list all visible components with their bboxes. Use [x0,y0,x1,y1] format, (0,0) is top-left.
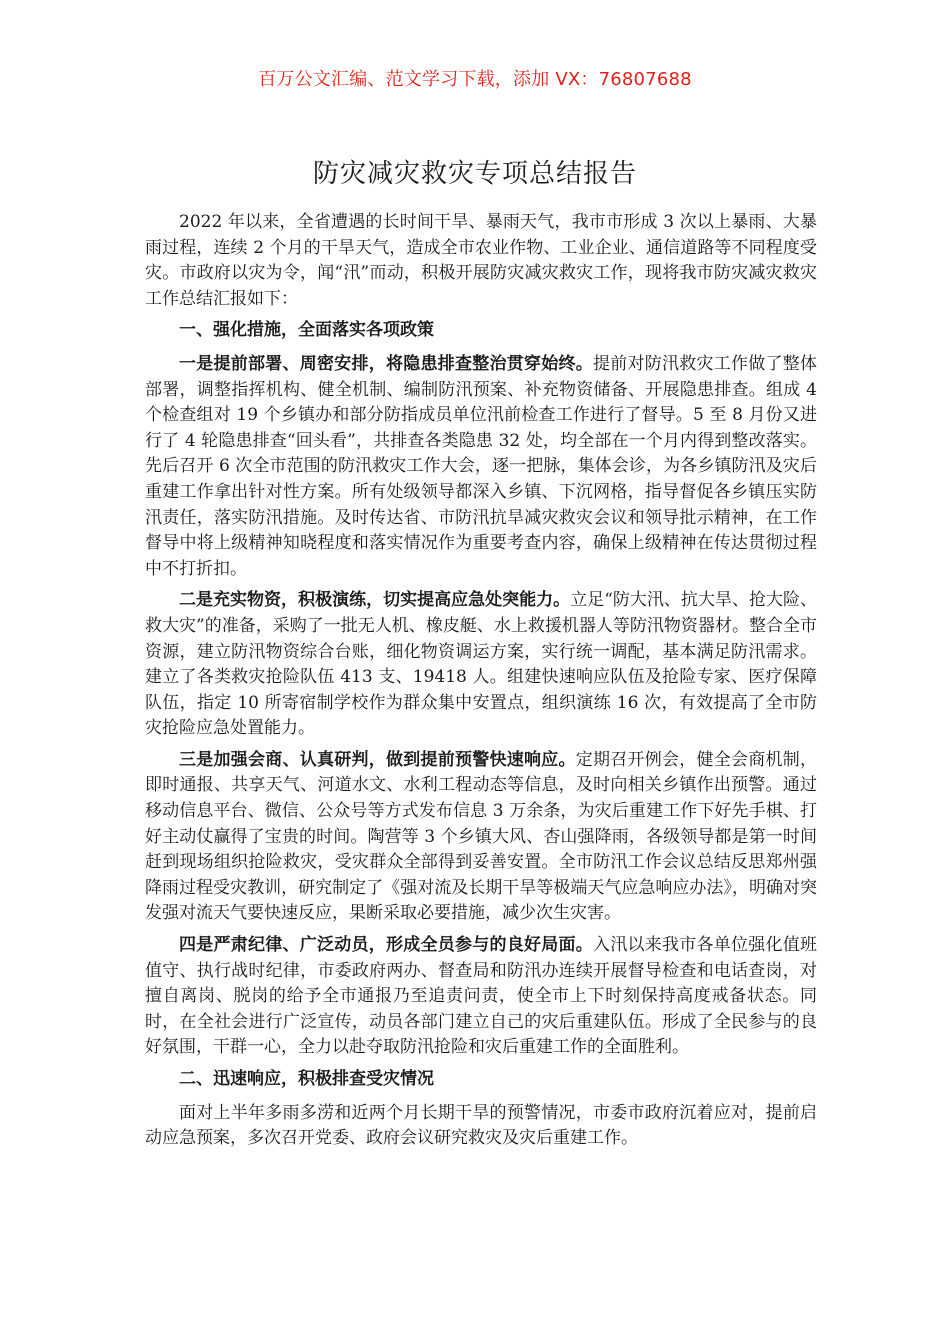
item-2-lead: 二是充实物资，积极演练，切实提高应急处突能力。 [179,590,571,611]
section-1-item-2 [145,588,817,742]
document-title: 防灾减灾救灾专项总结报告 [312,159,637,189]
section-1-item-3 [145,748,817,927]
item-1-lead: 一是提前部署、周密安排，将隐患排查整治贯穿始终。 [179,353,593,374]
download-promo-link[interactable]: 百万公文汇编、范文学习下载，添加 VX：76807688 [258,69,692,90]
section-1-item-4 [145,933,817,1061]
item-1-text: 提前对防汛救灾工作做了整体部署，调整指挥机构、健全机制、编制防汛预案、补充物资储备、开展隐患排查。组成 4 个检查组对 19 个乡镇办和部分防指成员单位汛前检查工作进行了督导。5 至 8 月份又进行了 4 轮隐患排查“回头看”，共排查各类隐患 32 处，均全部在一个月内得到整改落实。先后召开 6 次全市范围的防汛救灾工作大会，逐一把脉，集体会诊，为各乡镇防汛及灾后重建工作拿出针对性方案。所有处级领导都深入乡镇、下沉网格，指导督促各乡镇压实防汛责任，落实防汛措施。及时传达省、市防汛抗旱减灾救灾会议和领导批示精神，在工作督导中将上级精神知晓程度和落实情况作为重要考查内容，确保上级精神在传达贯彻过程中不打折扣。 [145,353,817,579]
section-2-heading: 二、迅速响应，积极排查受灾情况 [179,1069,434,1089]
intro-paragraph: 2022 年以来，全省遭遇的长时间干旱、暴雨天气，我市市形成 3 次以上暴雨、大暴雨过程，连续 2 个月的干旱天气，造成全市农业作物、工业企业、通信道路等不同程度受灾。市政府以灾为令，闻“汛”而动，积极开展防灾减灾救灾工作，现将我市防灾减灾救灾工作总结汇报如下： [145,212,817,309]
item-4-lead: 四是严肃纪律、广泛动员，形成全员参与的良好局面。 [179,935,593,956]
item-3-text: 定期召开例会，健全会商机制，即时通报、共享天气、河道水文、水利工程动态等信息，及时向相关乡镇作出预警。通过移动信息平台、微信、公众号等方式发布信息 3 万余条，为灾后重建工作下好先手棋、打好主动仗赢得了宝贵的时间。陶营等 3 个乡镇大风、杏山强降雨，各级领导都是第一时间赶到现场组织抢险救灾，受灾群众全部得到妥善安置。全市防汛工作会议总结反思郑州强降雨过程受灾教训，研究制定了《强对流及长期干旱等极端天气应急响应办法》，明确对突发强对流天气要快速反应，果断采取必要措施，减少次生灾害。 [145,749,817,924]
item-2-text: 立足“防大汛、抗大旱、抢大险、救大灾”的准备，采购了一批无人机、橡皮艇、水上救援机器人等防汛物资器材。整合全市资源，建立防汛物资综合台账，细化物资调运方案，实行统一调配，基本满足防汛需求。建立了各类救灾抢险队伍 413 支、19418 人。组建快速响应队伍及抢险专家、医疗保障队伍，指定 10 所寄宿制学校作为群众集中安置点，组织演练 16 次，有效提高了全市防灾抢险应急处置能力。 [145,590,817,739]
section-1-item-1 [145,352,817,582]
document-body [145,210,817,1158]
item-4-text: 入汛以来我市各单位强化值班值守、执行战时纪律，市委政府两办、督查局和防汛办连续开展督导检查和电话查岗，对擅自离岗、脱岗的给予全市通报乃至追责问责，使全市上下时刻保持高度戒备状态。同时，在全社会进行广泛宣传，动员各部门建立自己的灾后重建队伍。形成了全民参与的良好氛围，干群一心，全力以赴夺取防汛抢险和灾后重建工作的全面胜利。 [145,935,817,1058]
item-3-lead: 三是加强会商、认真研判，做到提前预警快速响应。 [179,749,576,770]
section-1-heading: 一、强化措施，全面落实各项政策 [179,320,434,341]
section-2-paragraph: 面对上半年多雨多涝和近两个月长期干旱的预警情况，市委市政府沉着应对，提前启动应急预案，多次召开党委、政府会议研究救灾及灾后重建工作。 [145,1102,817,1149]
